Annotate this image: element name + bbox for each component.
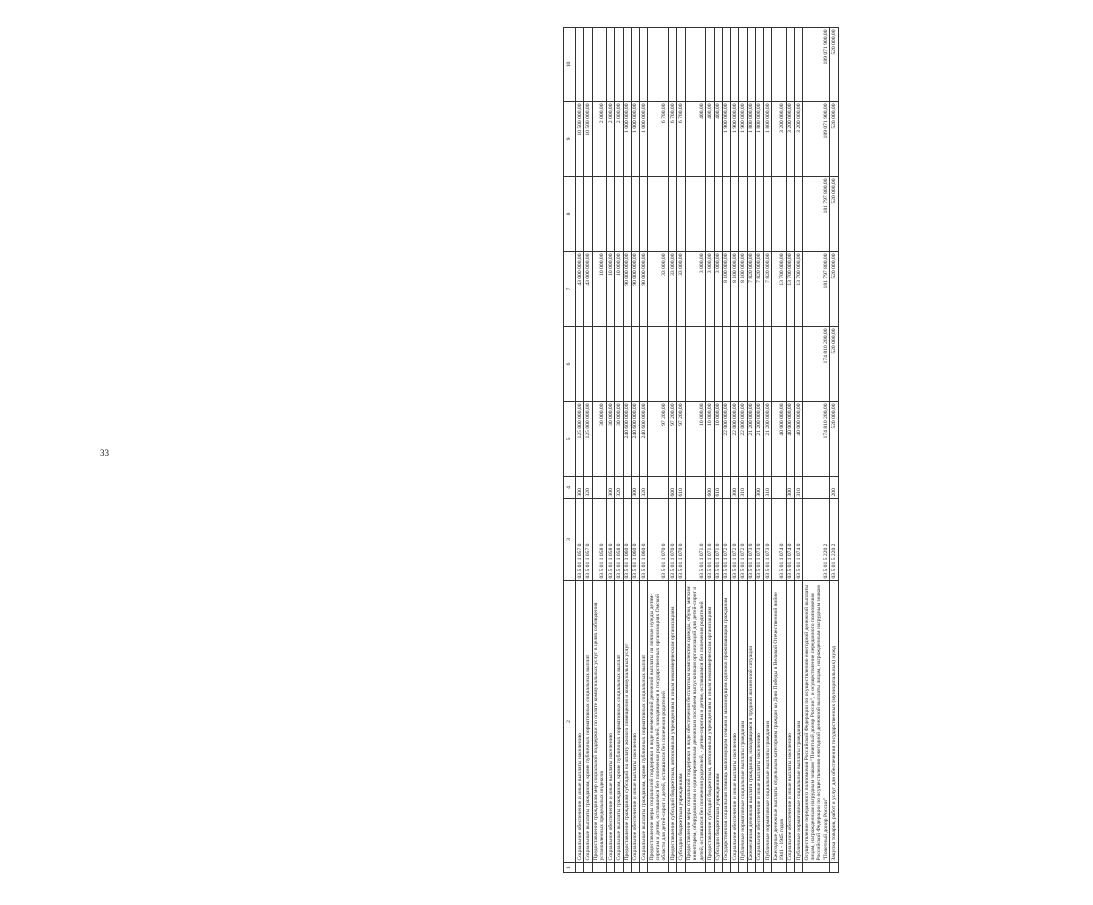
amount-cell-7: 10 000,00	[615, 252, 623, 327]
amount-cell-9: 3 200 000,00	[772, 102, 787, 177]
table-row	[607, 28, 615, 873]
amount-cell-7: 43 000 000,00	[576, 252, 584, 327]
amount-cell-5: 22 000 000,00	[722, 402, 730, 477]
expense-name-cell: Предоставление гражданам субсидий на оплату жилого помещения и коммунальных услуг	[623, 581, 631, 863]
amount-cell-10	[685, 28, 706, 102]
expense-group-cell: 610	[714, 477, 722, 499]
amount-cell-6	[764, 327, 772, 402]
amount-cell-8	[677, 177, 685, 252]
target-code-cell: 03 5 01 1 058 0	[592, 499, 607, 581]
row-marker-cell	[755, 863, 763, 873]
amount-cell-8	[772, 177, 787, 252]
expense-name-cell: Социальное обеспечение и иные выплаты населению	[631, 581, 639, 863]
amount-cell-7: 90 000 000,00	[623, 252, 631, 327]
amount-cell-6	[677, 327, 685, 402]
amount-cell-10: 189 071 900,00	[803, 28, 830, 102]
row-marker-cell	[615, 863, 623, 873]
amount-cell-9: 1 900 000,00	[739, 102, 747, 177]
amount-cell-5: 22 000 000,00	[739, 402, 747, 477]
table-row	[631, 28, 639, 873]
target-code-cell: 03 5 01 1 073 0	[747, 499, 755, 581]
amount-cell-10	[731, 28, 739, 102]
amount-cell-9: 400,00	[714, 102, 722, 177]
amount-cell-8	[669, 177, 677, 252]
amount-cell-7: 33 000,00	[648, 252, 669, 327]
column-number: 5	[564, 402, 576, 477]
amount-cell-10	[607, 28, 615, 102]
amount-cell-10	[584, 28, 592, 102]
row-marker-cell	[786, 863, 794, 873]
table-row	[648, 28, 669, 873]
target-code-cell: 03 5 01 1 071 0	[714, 499, 722, 581]
expense-group-cell: 300	[786, 477, 794, 499]
amount-cell-6	[648, 327, 669, 402]
amount-cell-10	[795, 28, 803, 102]
amount-cell-8	[764, 177, 772, 252]
amount-cell-10	[764, 28, 772, 102]
amount-cell-8	[755, 177, 763, 252]
table-row	[747, 28, 755, 873]
expense-group-cell: 300	[576, 477, 584, 499]
expense-group-cell: 610	[677, 477, 685, 499]
amount-cell-9: 6 700,00	[669, 102, 677, 177]
expense-name-cell: Ежегодные денежные выплаты отдельным категориям граждан ко Дню Победы в Великой Отечественной войне 1941 - 1945 годов	[772, 581, 787, 863]
column-number: 9	[564, 102, 576, 177]
target-code-cell: 03 5 01 1 057 0	[584, 499, 592, 581]
row-marker-cell	[584, 863, 592, 873]
amount-cell-8	[731, 177, 739, 252]
row-marker-cell	[648, 863, 669, 873]
expense-name-cell: Субсидии бюджетным учреждениям	[714, 581, 722, 863]
column-number: 4	[564, 477, 576, 499]
column-number: 7	[564, 252, 576, 327]
amount-cell-5: 21 200 000,00	[764, 402, 772, 477]
table-row	[755, 28, 763, 873]
amount-cell-7: 3 000,00	[706, 252, 714, 327]
amount-cell-9: 6 700,00	[677, 102, 685, 177]
amount-cell-9: 2 000,00	[615, 102, 623, 177]
amount-cell-10	[640, 28, 648, 102]
amount-cell-8	[607, 177, 615, 252]
column-number: 10	[564, 28, 576, 102]
table-row	[685, 28, 706, 873]
amount-cell-7: 8 100 000,00	[739, 252, 747, 327]
row-marker-cell	[714, 863, 722, 873]
amount-cell-6	[640, 327, 648, 402]
row-marker-cell	[623, 863, 631, 873]
amount-cell-6	[615, 327, 623, 402]
amount-cell-10	[722, 28, 730, 102]
table-row	[739, 28, 747, 873]
expense-name-cell: Публичные нормативные социальные выплаты гражданам	[795, 581, 803, 863]
row-marker-cell	[764, 863, 772, 873]
amount-cell-6	[576, 327, 584, 402]
amount-cell-8	[722, 177, 730, 252]
amount-cell-7: 7 820 000,00	[755, 252, 763, 327]
table-row	[640, 28, 648, 873]
amount-cell-8	[631, 177, 639, 252]
amount-cell-5: 22 000 000,00	[731, 402, 739, 477]
column-number: 6	[564, 327, 576, 402]
amount-cell-5: 40 000 000,00	[795, 402, 803, 477]
expense-name-cell: Предоставление меры социальной поддержки в виде обеспечения бесплатным комплектом одежды, обуви, мягким инвентарем, оборудованием и единовременным денежным пособием выпускникам организаций для детей-сирот и детей, оставшихся без попечения родителей, - детям-сиротам и детям, оставшимся без попечения родителей	[685, 581, 706, 863]
table-row	[669, 28, 677, 873]
expense-name-cell: Предоставление меры социальной поддержки в виде ежемесячной денежной выплаты на личные нужды детям-сиротам и детям, оставшимся без попечения родителей, находящимся в государственных организациях Омской области для детей-сирот и детей, оставшихся без попечения родителей	[648, 581, 669, 863]
table-row	[722, 28, 730, 873]
amount-cell-6	[722, 327, 730, 402]
row-marker-cell	[772, 863, 787, 873]
table-row	[731, 28, 739, 873]
amount-cell-7: 10 000,00	[592, 252, 607, 327]
amount-cell-10	[677, 28, 685, 102]
amount-cell-5: 240 600 000,00	[623, 402, 631, 477]
amount-cell-5: 240 600 000,00	[640, 402, 648, 477]
target-code-cell: 03 5 01 1 074 0	[772, 499, 787, 581]
amount-cell-7: 181 797 800,00	[803, 252, 830, 327]
amount-cell-10	[615, 28, 623, 102]
row-marker-cell	[803, 863, 830, 873]
row-marker-cell	[706, 863, 714, 873]
amount-cell-9: 1 800 000,00	[755, 102, 763, 177]
amount-cell-7: 90 000 000,00	[631, 252, 639, 327]
column-number: 3	[564, 499, 576, 581]
row-marker-cell	[576, 863, 584, 873]
amount-cell-9: 1 800 000,00	[747, 102, 755, 177]
target-code-cell: 03 5 01 5 220 2	[830, 499, 838, 581]
amount-cell-7: 3 000,00	[714, 252, 722, 327]
target-code-cell: 03 5 01 1 057 0	[576, 499, 584, 581]
amount-cell-8	[640, 177, 648, 252]
expense-name-cell: Осуществление переданного полномочия Российской Федерации по осуществлению ежегодной денежной выплаты лицам, награжденным нагрудным знаком "Почетный донор России", и осуществление переданного полномочия Российской Федерации по осуществлению ежегодной денежной выплаты лицам, награжденным нагрудным знаком "Почетный донор России"	[803, 581, 830, 863]
amount-cell-8	[584, 177, 592, 252]
target-code-cell: 03 5 01 1 074 0	[795, 499, 803, 581]
amount-cell-6	[731, 327, 739, 402]
expense-group-cell	[722, 477, 730, 499]
table-row	[706, 28, 714, 873]
amount-cell-7: 7 820 000,00	[747, 252, 755, 327]
amount-cell-5: 125 000 000,00	[576, 402, 584, 477]
expense-name-cell: Социальные выплаты гражданам, кроме публичных нормативных социальных выплат	[584, 581, 592, 863]
table-row	[764, 28, 772, 873]
expense-group-cell: 300	[607, 477, 615, 499]
target-code-cell: 03 5 01 1 058 0	[615, 499, 623, 581]
amount-cell-10	[706, 28, 714, 102]
amount-cell-7: 8 100 000,00	[731, 252, 739, 327]
amount-cell-5: 21 200 000,00	[747, 402, 755, 477]
expense-name-cell: Государственная социальная помощь малоимущим семьям и малоимущим одиноко проживающим гражданам	[722, 581, 730, 863]
amount-cell-7: 13 700 000,00	[772, 252, 787, 327]
expense-name-cell: Социальное обеспечение и иные выплаты населению	[607, 581, 615, 863]
target-code-cell: 03 5 01 1 071 0	[685, 499, 706, 581]
expense-name-cell: Социальное обеспечение и иные выплаты населению	[731, 581, 739, 863]
amount-cell-9: 2 000,00	[607, 102, 615, 177]
expense-group-cell: 320	[584, 477, 592, 499]
expense-name-cell: Социальные выплаты гражданам, кроме публичных нормативных социальных выплат	[640, 581, 648, 863]
expense-group-cell	[648, 477, 669, 499]
expense-group-cell	[592, 477, 607, 499]
target-code-cell: 03 5 01 1 074 0	[786, 499, 794, 581]
amount-cell-5: 174 810 200,00	[803, 402, 830, 477]
amount-cell-7: 33 000,00	[677, 252, 685, 327]
amount-cell-8	[615, 177, 623, 252]
expense-name-cell: Субсидии бюджетным учреждениям	[677, 581, 685, 863]
expense-group-cell: 600	[706, 477, 714, 499]
table-row	[623, 28, 631, 873]
target-code-cell: 03 5 01 1 058 0	[607, 499, 615, 581]
amount-cell-5: 30 000,00	[607, 402, 615, 477]
table-row	[677, 28, 685, 873]
amount-cell-8	[623, 177, 631, 252]
table-row	[584, 28, 592, 873]
column-number: 8	[564, 177, 576, 252]
amount-cell-6	[584, 327, 592, 402]
expense-name-cell: Закупка товаров, работ и услуг для обеспечения государственных (муниципальных) нужд	[830, 581, 838, 863]
amount-cell-7: 520 000,00	[830, 252, 838, 327]
row-marker-cell	[640, 863, 648, 873]
row-marker-cell	[685, 863, 706, 873]
amount-cell-8	[576, 177, 584, 252]
amount-cell-9: 400,00	[685, 102, 706, 177]
amount-cell-6	[669, 327, 677, 402]
amount-cell-7: 90 000 000,00	[640, 252, 648, 327]
amount-cell-9: 3 200 000,00	[786, 102, 794, 177]
table-row	[576, 28, 584, 873]
amount-cell-10	[592, 28, 607, 102]
amount-cell-10	[714, 28, 722, 102]
amount-cell-6	[714, 327, 722, 402]
target-code-cell: 03 5 01 1 073 0	[755, 499, 763, 581]
amount-cell-8	[795, 177, 803, 252]
expense-group-cell	[747, 477, 755, 499]
amount-cell-8	[685, 177, 706, 252]
expense-name-cell: Публичные нормативные социальные выплаты гражданам	[739, 581, 747, 863]
row-marker-cell	[592, 863, 607, 873]
amount-cell-6	[631, 327, 639, 402]
amount-cell-5: 40 000 000,00	[772, 402, 787, 477]
rotated-table-sheet	[563, 28, 1093, 873]
row-marker-cell	[669, 863, 677, 873]
amount-cell-8: 181 797 800,00	[803, 177, 830, 252]
row-marker-cell	[731, 863, 739, 873]
amount-cell-6	[755, 327, 763, 402]
amount-cell-10	[747, 28, 755, 102]
expense-name-cell: Социальные выплаты гражданам, кроме публичных нормативных социальных выплат	[615, 581, 623, 863]
expense-name-cell: Предоставление субсидий бюджетным, автономным учреждениям и иным некоммерческим организациям	[706, 581, 714, 863]
expense-name-cell: Предоставление субсидий бюджетным, автономным учреждениям и иным некоммерческим организациям	[669, 581, 677, 863]
table-row	[830, 28, 838, 873]
amount-cell-10	[786, 28, 794, 102]
expense-group-cell: 200	[830, 477, 838, 499]
amount-cell-5: 240 600 000,00	[631, 402, 639, 477]
expense-group-cell: 310	[739, 477, 747, 499]
row-marker-cell	[677, 863, 685, 873]
target-code-cell: 03 5 01 1 072 0	[722, 499, 730, 581]
target-code-cell: 03 5 01 1 060 0	[640, 499, 648, 581]
amount-cell-5: 97 200,00	[648, 402, 669, 477]
expense-group-cell	[623, 477, 631, 499]
amount-cell-6	[685, 327, 706, 402]
row-marker-cell	[795, 863, 803, 873]
amount-cell-9: 1 000 000,00	[631, 102, 639, 177]
amount-cell-8	[739, 177, 747, 252]
target-code-cell: 03 5 01 1 060 0	[631, 499, 639, 581]
amount-cell-9: 10 500 000,00	[584, 102, 592, 177]
amount-cell-7: 13 700 000,00	[786, 252, 794, 327]
target-code-cell: 03 5 01 5 220 2	[803, 499, 830, 581]
target-code-cell: 03 5 01 1 072 0	[739, 499, 747, 581]
amount-cell-5: 125 000 000,00	[584, 402, 592, 477]
expense-group-cell: 300	[631, 477, 639, 499]
amount-cell-10	[772, 28, 787, 102]
amount-cell-6	[747, 327, 755, 402]
amount-cell-8	[786, 177, 794, 252]
row-marker-cell	[747, 863, 755, 873]
amount-cell-8	[648, 177, 669, 252]
target-code-cell: 03 5 01 1 060 0	[623, 499, 631, 581]
amount-cell-8	[714, 177, 722, 252]
amount-cell-8	[706, 177, 714, 252]
expense-name-cell: Публичные нормативные социальные выплаты гражданам	[764, 581, 772, 863]
amount-cell-9: 1 800 000,00	[764, 102, 772, 177]
amount-cell-7: 8 100 000,00	[722, 252, 730, 327]
amount-cell-10	[623, 28, 631, 102]
column-number: 1	[564, 863, 576, 873]
amount-cell-9: 189 071 900,00	[803, 102, 830, 177]
expense-group-cell	[685, 477, 706, 499]
table-body	[564, 28, 839, 873]
amount-cell-7: 13 700 000,00	[795, 252, 803, 327]
amount-cell-5: 30 000,00	[615, 402, 623, 477]
amount-cell-9: 1 900 000,00	[722, 102, 730, 177]
page-number: 33	[100, 448, 109, 458]
column-number: 2	[564, 581, 576, 863]
expense-group-cell: 300	[755, 477, 763, 499]
budget-table	[563, 27, 839, 873]
target-code-cell: 03 5 01 1 072 0	[731, 499, 739, 581]
target-code-cell: 03 5 01 1 073 0	[764, 499, 772, 581]
table-row	[714, 28, 722, 873]
expense-group-cell	[803, 477, 830, 499]
target-code-cell: 03 5 01 1 071 0	[706, 499, 714, 581]
amount-cell-7: 43 000 000,00	[584, 252, 592, 327]
amount-cell-9: 1 000 000,00	[640, 102, 648, 177]
amount-cell-6	[739, 327, 747, 402]
amount-cell-7: 3 000,00	[685, 252, 706, 327]
amount-cell-5: 97 200,00	[677, 402, 685, 477]
amount-cell-8: 520 000,00	[830, 177, 838, 252]
target-code-cell: 03 5 01 1 070 0	[669, 499, 677, 581]
amount-cell-10: 520 000,00	[830, 28, 838, 102]
amount-cell-10	[669, 28, 677, 102]
amount-cell-7: 33 000,00	[669, 252, 677, 327]
table-row	[615, 28, 623, 873]
amount-cell-5: 40 000 000,00	[786, 402, 794, 477]
amount-cell-5: 30 000,00	[592, 402, 607, 477]
amount-cell-9: 10 500 000,00	[576, 102, 584, 177]
amount-cell-6	[786, 327, 794, 402]
amount-cell-9: 6 700,00	[648, 102, 669, 177]
amount-cell-9: 3 200 000,00	[795, 102, 803, 177]
table-row	[803, 28, 830, 873]
amount-cell-10	[739, 28, 747, 102]
amount-cell-6	[795, 327, 803, 402]
row-marker-cell	[631, 863, 639, 873]
amount-cell-6	[592, 327, 607, 402]
amount-cell-5: 97 200,00	[669, 402, 677, 477]
amount-cell-10	[648, 28, 669, 102]
expense-name-cell: Социальное обеспечение и иные выплаты населению	[786, 581, 794, 863]
table-row	[786, 28, 794, 873]
amount-cell-6	[607, 327, 615, 402]
expense-group-cell: 300	[731, 477, 739, 499]
amount-cell-10	[576, 28, 584, 102]
expense-group-cell: 320	[615, 477, 623, 499]
expense-name-cell: Социальное обеспечение и иные выплаты населению	[576, 581, 584, 863]
amount-cell-10	[755, 28, 763, 102]
amount-cell-7: 10 000,00	[607, 252, 615, 327]
amount-cell-5: 520 000,00	[830, 402, 838, 477]
expense-group-cell: 310	[764, 477, 772, 499]
amount-cell-6	[623, 327, 631, 402]
expense-group-cell	[772, 477, 787, 499]
table-row	[795, 28, 803, 873]
target-code-cell: 03 5 01 1 070 0	[677, 499, 685, 581]
expense-group-cell: 320	[640, 477, 648, 499]
expense-name-cell: Ежемесячная денежная выплата гражданам, находящимся в трудной жизненной ситуации	[747, 581, 755, 863]
amount-cell-6: 174 810 200,00	[803, 327, 830, 402]
amount-cell-9: 1 900 000,00	[731, 102, 739, 177]
amount-cell-10	[631, 28, 639, 102]
column-number-row	[564, 28, 576, 873]
amount-cell-9: 520 000,00	[830, 102, 838, 177]
expense-group-cell: 310	[795, 477, 803, 499]
target-code-cell: 03 5 01 1 070 0	[648, 499, 669, 581]
row-marker-cell	[722, 863, 730, 873]
amount-cell-9: 400,00	[706, 102, 714, 177]
amount-cell-5: 10 000,00	[685, 402, 706, 477]
table-row	[592, 28, 607, 873]
amount-cell-5: 10 000,00	[714, 402, 722, 477]
amount-cell-8	[747, 177, 755, 252]
table-row	[772, 28, 787, 873]
amount-cell-9: 2 000,00	[592, 102, 607, 177]
amount-cell-6	[772, 327, 787, 402]
amount-cell-6: 520 000,00	[830, 327, 838, 402]
amount-cell-5: 10 000,00	[706, 402, 714, 477]
amount-cell-9: 1 000 000,00	[623, 102, 631, 177]
amount-cell-5: 21 200 000,00	[755, 402, 763, 477]
row-marker-cell	[607, 863, 615, 873]
expense-group-cell: 600	[669, 477, 677, 499]
amount-cell-8	[592, 177, 607, 252]
expense-name-cell: Социальное обеспечение и иные выплаты населению	[755, 581, 763, 863]
amount-cell-7: 7 820 000,00	[764, 252, 772, 327]
row-marker-cell	[830, 863, 838, 873]
amount-cell-6	[706, 327, 714, 402]
row-marker-cell	[739, 863, 747, 873]
expense-name-cell: Предоставление гражданам мер социальной поддержки по оплате коммунальных услуг в целях соблюдения установленных предельных индексов	[592, 581, 607, 863]
